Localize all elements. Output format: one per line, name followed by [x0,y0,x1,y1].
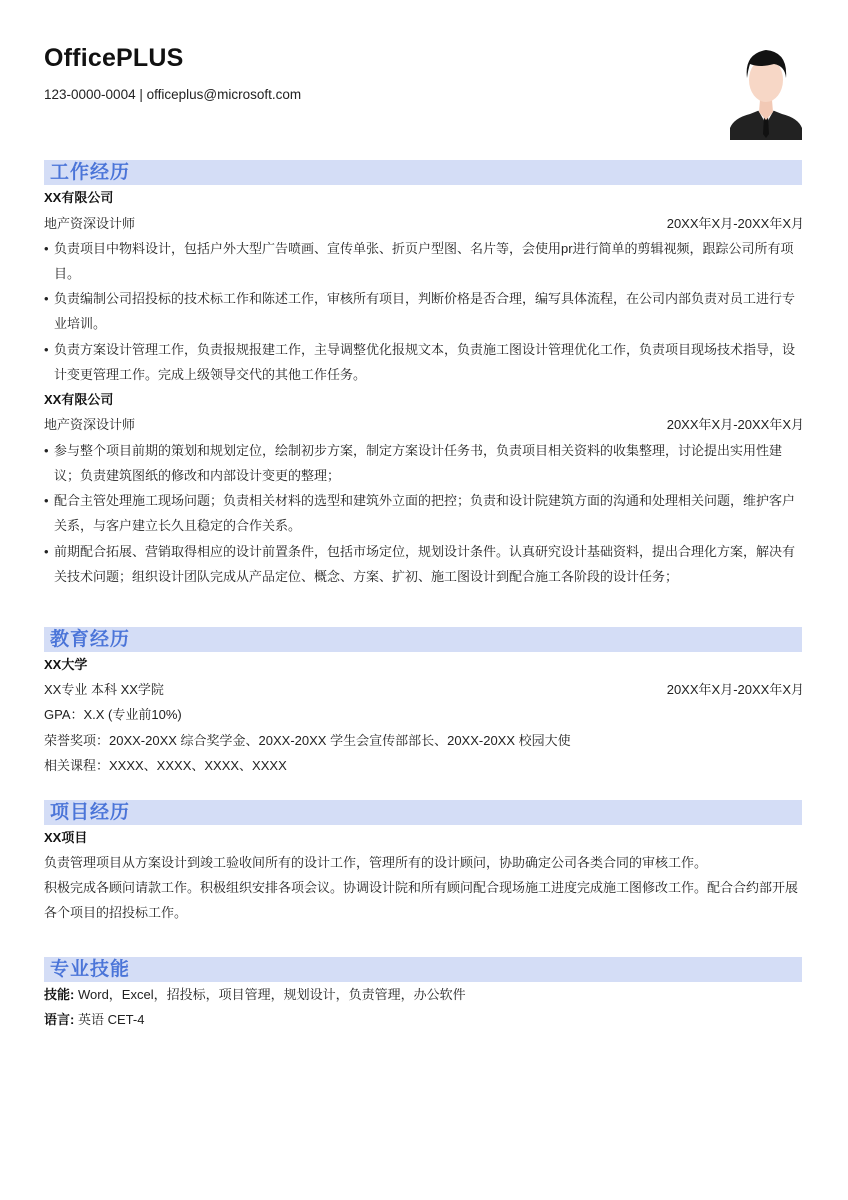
job1-role: 地产资深设计师 [44,216,136,231]
language-value: 英语 CET-4 [77,1012,145,1027]
skills-value: Word，Excel，招投标，项目管理，规划设计，负责管理，办公软件 [77,987,466,1002]
job2-period: 20XX年X月-20XX年X月 [666,417,804,432]
language-key: 语言: [44,1012,75,1027]
job1-bullet-2: • 负责编制公司招投标的技术标工作和陈述工作，审核所有项目，判断价格是否合理，编写具体流程，在公司内部负责对员工进行专业培训。 [44,291,796,331]
job1-period: 20XX年X月-20XX年X月 [666,216,804,231]
language-line [44,1007,804,1032]
job1-company: XX有限公司 [44,190,114,205]
project-line-2: 积极完成各顾问请款工作。积极组织安排各项会议。协调设计院和所有顾问配合现场施工进度完成施工图修改工作。配合合约部开展各个项目的招投标工作。 [44,880,799,920]
section-education-title: 教育经历 [50,629,131,650]
contact-info: 123-0000-0004 | officeplus@microsoft.com [44,87,302,102]
job2-bullet-1: • 参与整个项目前期的策划和规划定位，绘制初步方案，制定方案设计任务书，负责项目相关资料的收集整理，讨论提出实用性建议；负责建筑图纸的修改和内部设计变更的整理； [44,443,783,483]
section-work [44,160,802,185]
candidate-name: OfficePLUS [44,44,184,72]
job2-bullet-3: • 前期配合拓展、营销取得相应的设计前置条件，包括市场定位，规划设计条件。认真研究设计基础资料，提出合理化方案，解决有关技术问题；组织设计团队完成从产品定位、概念、方案、扩初、施工图设计到配合施工各阶段的设计任务； [44,544,796,584]
job2-role: 地产资深设计师 [44,417,136,432]
edu-courses: 相关课程：XXXX、XXXX、XXXX、XXXX [44,758,287,773]
job1-bullet-1: • 负责项目中物料设计，包括户外大型广告喷画、宣传单张、折页户型图、名片等，会使用pr进行简单的剪辑视频，跟踪公司所有项目。 [44,241,794,281]
project-name: XX项目 [44,830,88,845]
job2-bullet-2: • 配合主管处理施工现场问题；负责相关材料的选型和建筑外立面的把控；负责和设计院建筑方面的沟通和处理相关问题，维护客户关系，与客户建立长久且稳定的合作关系。 [44,493,796,533]
edu-gpa: GPA：X.X (专业前10%) [44,707,182,722]
job2-company: XX有限公司 [44,392,114,407]
section-education [44,627,802,652]
section-skills-title: 专业技能 [50,959,131,980]
section-project-title: 项目经历 [50,802,131,823]
skills-key: 技能: [44,987,75,1002]
skills-line [44,982,804,1007]
section-work-title: 工作经历 [50,162,131,183]
edu-school: XX大学 [44,657,88,672]
section-project [44,800,802,825]
project-line-1: 负责管理项目从方案设计到竣工验收间所有的设计工作，管理所有的设计顾问，协助确定公司各类合同的审核工作。 [44,855,708,870]
edu-honors: 荣誉奖项：20XX-20XX 综合奖学金、20XX-20XX 学生会宣传部部长、20XX-20XX 校园大使 [44,733,571,748]
job1-bullet-3: • 负责方案设计管理工作，负责报规报建工作，主导调整优化报规文本，负责施工图设计管理优化工作，负责项目现场技术指导，设计变更管理工作。完成上级领导交代的其他工作任务。 [44,342,796,382]
edu-major: XX专业 本科 XX学院 [44,682,164,697]
avatar [730,44,802,140]
edu-period: 20XX年X月-20XX年X月 [666,682,804,697]
section-skills [44,957,802,982]
